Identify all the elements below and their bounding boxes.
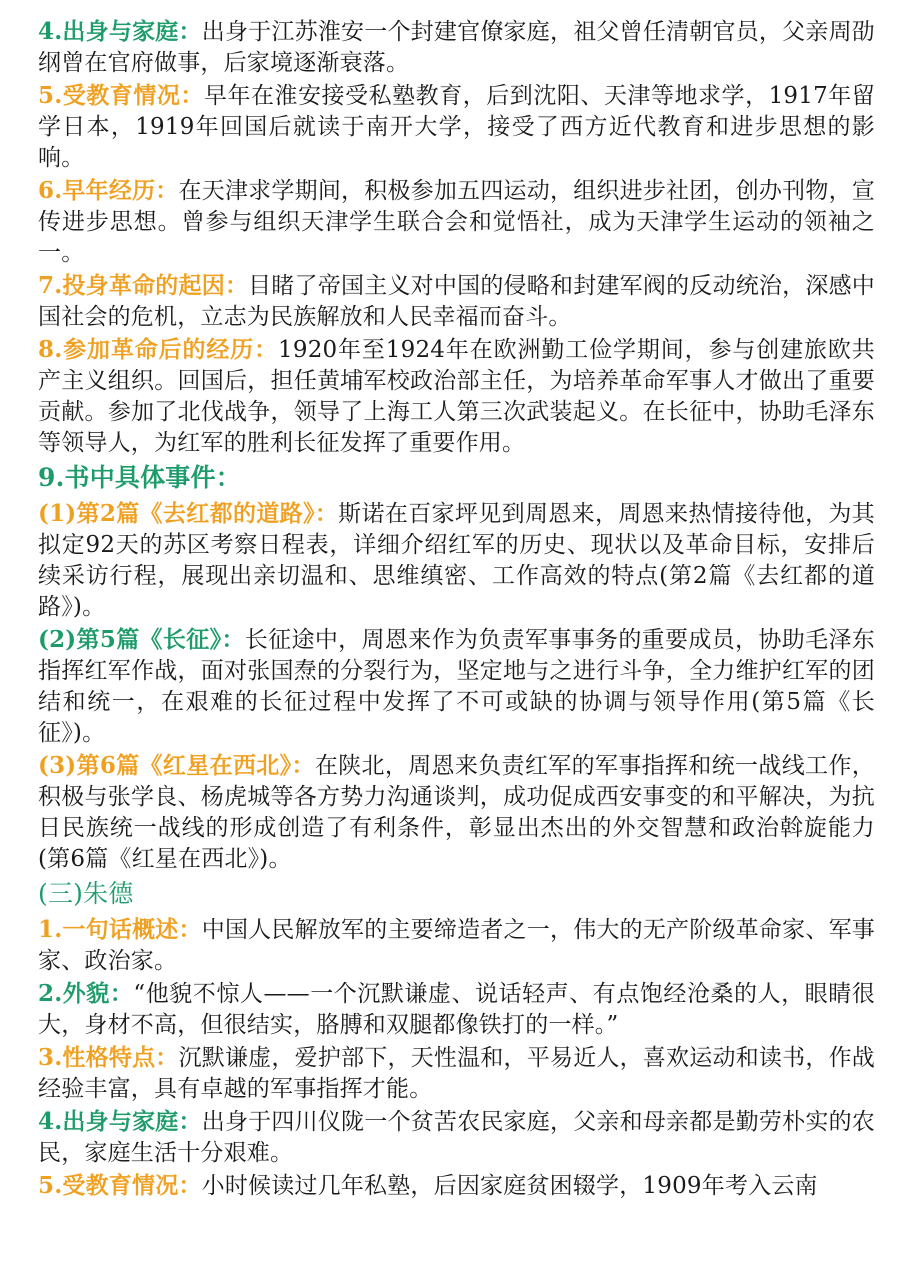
paragraph bbox=[38, 914, 875, 977]
paragraph-lead: (1)第2篇《去红都的道路》： bbox=[38, 500, 339, 527]
paragraph bbox=[38, 978, 875, 1041]
paragraph-lead: 3.性格特点： bbox=[38, 1044, 179, 1071]
paragraph-text: 斯诺在百家坪见到周恩来，周恩来热情接待他，为其拟定92天的苏区考察日程表，详细介绍红军的历史、现状以及革命目标，安排后续采访行程，展现出亲切温和、思维缜密、工作高效的特点(第2篇《去红都的道路》)。 bbox=[38, 501, 875, 620]
paragraph-text: 出身于四川仪陇一个贫苦农民家庭，父亲和母亲都是勤劳朴实的农民，家庭生活十分艰难。 bbox=[38, 1109, 875, 1166]
paragraph-lead: 4.出身与家庭： bbox=[38, 18, 202, 45]
paragraph-lead: 2.外貌： bbox=[38, 980, 134, 1007]
paragraph bbox=[38, 1106, 875, 1169]
paragraph bbox=[38, 16, 875, 79]
paragraph-text: 早年在淮安接受私塾教育，后到沈阳、天津等地求学，1917年留学日本，1919年回国后就读于南开大学，接受了西方近代教育和进步思想的影响。 bbox=[38, 83, 875, 171]
paragraph-text: 在陕北，周恩来负责红军的军事指挥和统一战线工作，积极与张学良、杨虎城等各方势力沟通谈判，成功促成西安事变的和平解决，为抗日民族统一战线的形成创造了有利条件，彰显出杰出的外交智慧和政治斡旋能力(第6篇《红星在西北》)。 bbox=[38, 753, 875, 872]
paragraph bbox=[38, 175, 875, 269]
paragraph-text: 沉默谦虚，爱护部下，天性温和，平易近人，喜欢运动和读书，作战经验丰富，具有卓越的军事指挥才能。 bbox=[38, 1045, 875, 1102]
paragraph bbox=[38, 498, 875, 623]
paragraph bbox=[38, 1042, 875, 1105]
heading-zhu-de: (三)朱德 bbox=[38, 879, 134, 908]
paragraph-lead: 7.投身革命的起因： bbox=[38, 272, 249, 299]
paragraph bbox=[38, 270, 875, 333]
paragraph bbox=[38, 1170, 875, 1202]
heading-book-events: 9.书中具体事件： bbox=[38, 463, 241, 492]
paragraph-text: 中国人民解放军的主要缔造者之一，伟大的无产阶级革命家、军事家、政治家。 bbox=[38, 917, 875, 974]
paragraph bbox=[38, 334, 875, 459]
paragraph-text: 1920年至1924年在欧洲勤工俭学期间，参与创建旅欧共产主义组织。回国后，担任黄埔军校政治部主任，为培养革命军事人才做出了重要贡献。参加了北伐战争，领导了上海工人第三次武装起义。在长征中，协助毛泽东等领导人，为红军的胜利长征发挥了重要作用。 bbox=[38, 337, 875, 456]
paragraph bbox=[38, 624, 875, 749]
paragraph-lead: (2)第5篇《长征》： bbox=[38, 626, 245, 653]
paragraph-lead: (3)第6篇《红星在西北》： bbox=[38, 752, 315, 779]
paragraph-text: 目睹了帝国主义对中国的侵略和封建军阀的反动统治，深感中国社会的危机，立志为民族解放和人民幸福而奋斗。 bbox=[38, 273, 876, 330]
paragraph bbox=[38, 80, 875, 174]
paragraph bbox=[38, 750, 875, 875]
section-book-events bbox=[38, 498, 875, 875]
paragraph-lead: 5.受教育情况： bbox=[38, 1172, 202, 1199]
paragraph-lead: 5.受教育情况： bbox=[38, 82, 204, 109]
paragraph-text: 长征途中，周恩来作为负责军事事务的重要成员，协助毛泽东指挥红军作战，面对张国焘的分裂行为，坚定地与之进行斗争，全力维护红军的团结和统一，在艰难的长征过程中发挥了不可或缺的协调与领导作用(第5篇《长征》)。 bbox=[38, 627, 875, 746]
paragraph-lead: 6.早年经历： bbox=[38, 177, 179, 204]
section-zhu-de bbox=[38, 914, 875, 1202]
paragraph-text: “他貌不惊人——一个沉默谦虚、说话轻声、有点饱经沧桑的人，眼睛很大，身材不高，但很结实，胳膊和双腿都像铁打的一样。” bbox=[38, 981, 875, 1038]
paragraph-lead: 4.出身与家庭： bbox=[38, 1108, 202, 1135]
paragraph-text: 小时候读过几年私塾，后因家庭贫困辍学，1909年考入云南 bbox=[201, 1173, 818, 1199]
paragraph-text: 出身于江苏淮安一个封建官僚家庭，祖父曾任清朝官员，父亲周劭纲曾在官府做事，后家境逐渐衰落。 bbox=[38, 19, 875, 76]
paragraph-text: 在天津求学期间，积极参加五四运动，组织进步社团，创办刊物，宣传进步思想。曾参与组织天津学生联合会和觉悟社，成为天津学生运动的领袖之一。 bbox=[38, 178, 875, 266]
section-zhou-biography bbox=[38, 16, 875, 459]
paragraph-lead: 8.参加革命后的经历： bbox=[38, 336, 279, 363]
paragraph-lead: 1.一句话概述： bbox=[38, 916, 202, 943]
